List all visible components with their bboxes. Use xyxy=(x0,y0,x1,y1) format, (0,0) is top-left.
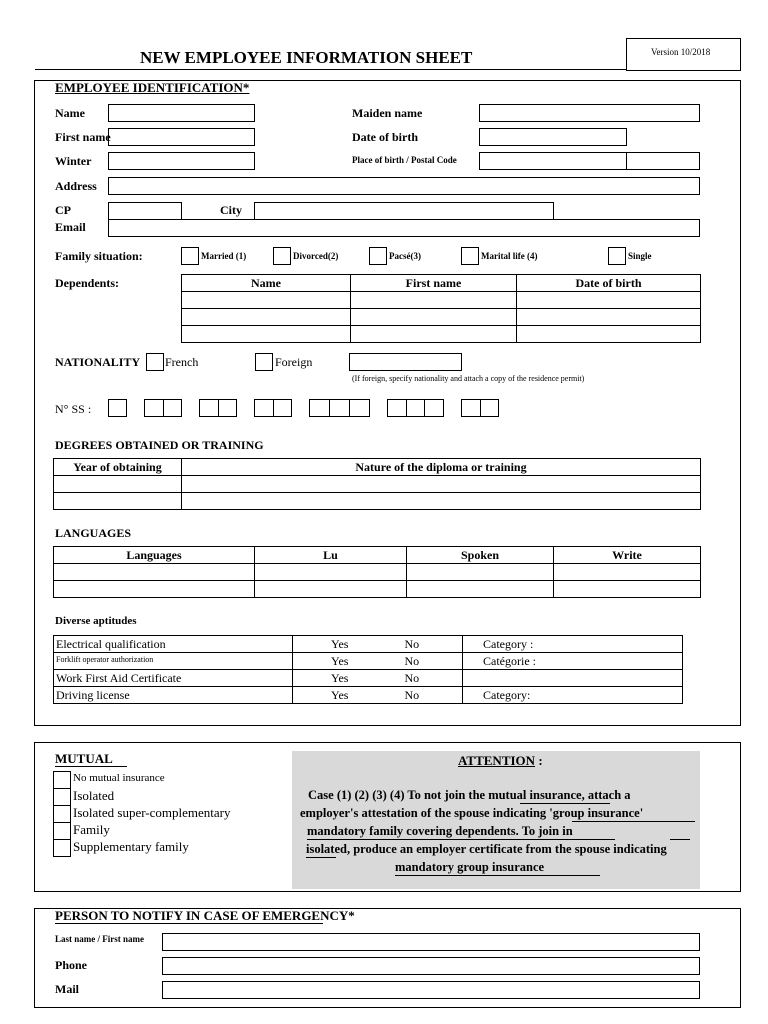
aptitude-label: Electrical qualification xyxy=(54,636,293,653)
languages-header-spoken: Spoken xyxy=(407,547,554,564)
attention-underline xyxy=(572,821,695,822)
emergency-phone-field[interactable] xyxy=(162,957,700,975)
aptitude-yes[interactable]: Yes xyxy=(293,653,383,670)
aptitude-no[interactable]: No xyxy=(383,653,463,670)
email-field[interactable] xyxy=(108,219,700,237)
first-name-label: First name xyxy=(55,130,111,144)
foreign-nationality-field[interactable] xyxy=(349,353,462,371)
attention-box xyxy=(292,751,700,889)
isolated-super-label: Isolated super-complementary xyxy=(73,805,231,820)
aptitude-yes[interactable]: Yes xyxy=(293,636,383,653)
table-cell[interactable] xyxy=(407,564,554,581)
address-field[interactable] xyxy=(108,177,700,195)
single-label: Single xyxy=(628,251,652,261)
table-cell[interactable] xyxy=(554,564,701,581)
table-cell[interactable] xyxy=(351,292,517,309)
place-of-birth-field[interactable] xyxy=(479,152,627,170)
ss-digit-group[interactable] xyxy=(309,399,370,417)
table-row xyxy=(54,670,683,687)
attention-underline xyxy=(307,839,615,840)
ss-digit-group[interactable] xyxy=(144,399,182,417)
attention-heading xyxy=(458,753,543,769)
table-cell[interactable] xyxy=(517,292,701,309)
nationality-note: (If foreign, specify nationality and attach a copy of the residence permit) xyxy=(352,374,585,383)
table-cell[interactable] xyxy=(351,309,517,326)
aptitude-category[interactable]: Category : xyxy=(463,636,683,653)
winter-label: Winter xyxy=(55,154,92,168)
table-row xyxy=(182,326,701,343)
ss-label: N° SS : xyxy=(55,402,92,416)
place-of-birth-label: Place of birth / Postal Code xyxy=(352,155,457,165)
table-row xyxy=(54,476,701,493)
emergency-heading: PERSON TO NOTIFY IN CASE OF EMERGENCY* xyxy=(55,908,355,923)
table-row xyxy=(182,309,701,326)
table-cell[interactable] xyxy=(182,326,351,343)
french-label: French xyxy=(165,355,199,369)
table-row xyxy=(54,493,701,510)
degrees-table xyxy=(53,458,701,510)
foreign-label: Foreign xyxy=(275,355,313,369)
attention-line: employer's attestation of the spouse indicating 'group insurance' xyxy=(300,806,644,820)
cp-field[interactable] xyxy=(108,202,182,220)
identification-heading: EMPLOYEE IDENTIFICATION* xyxy=(55,80,250,95)
table-cell[interactable] xyxy=(182,309,351,326)
attention-heading-colon: : xyxy=(535,753,543,768)
attention-line: isolated, produce an employer certificate from the spouse indicating xyxy=(306,842,667,856)
aptitude-category[interactable]: Catégorie : xyxy=(463,653,683,670)
ss-digit-group[interactable] xyxy=(254,399,292,417)
mutual-heading: MUTUAL xyxy=(55,751,113,766)
aptitudes-heading: Diverse aptitudes xyxy=(55,615,137,627)
table-row xyxy=(54,564,701,581)
table-row xyxy=(54,636,683,653)
page-title: NEW EMPLOYEE INFORMATION SHEET xyxy=(140,48,473,67)
aptitude-no[interactable]: No xyxy=(383,670,463,687)
aptitude-label: Work First Aid Certificate xyxy=(54,670,293,687)
aptitude-yes[interactable]: Yes xyxy=(293,670,383,687)
french-checkbox[interactable] xyxy=(146,353,164,371)
table-row xyxy=(182,292,701,309)
table-cell[interactable] xyxy=(182,476,701,493)
aptitude-category[interactable] xyxy=(463,670,683,687)
attention-underline xyxy=(520,803,610,804)
divorced-label: Divorced(2) xyxy=(293,251,339,261)
dependents-label: Dependents: xyxy=(55,276,120,290)
name-label: Name xyxy=(55,106,85,120)
degrees-header-year: Year of obtaining xyxy=(54,459,182,476)
emergency-name-field[interactable] xyxy=(162,933,700,951)
date-of-birth-field[interactable] xyxy=(479,128,627,146)
table-cell[interactable] xyxy=(54,476,182,493)
family-checkbox[interactable] xyxy=(53,822,71,840)
table-row xyxy=(54,547,701,564)
table-row xyxy=(54,581,701,598)
ss-digit-group[interactable] xyxy=(461,399,499,417)
mutual-heading-underline xyxy=(55,766,127,767)
postal-code-field[interactable] xyxy=(626,152,700,170)
aptitude-yes[interactable]: Yes xyxy=(293,687,383,704)
table-row xyxy=(54,687,683,704)
dependents-header-first-name: First name xyxy=(351,275,517,292)
supplementary-family-label: Supplementary family xyxy=(73,839,189,854)
languages-table xyxy=(53,546,701,598)
dependents-header-name: Name xyxy=(182,275,351,292)
version-text: Version 10/2018 xyxy=(651,47,711,57)
table-cell[interactable] xyxy=(54,493,182,510)
single-checkbox[interactable] xyxy=(608,247,626,265)
family-situation-label: Family situation: xyxy=(55,249,143,263)
isolated-super-checkbox[interactable] xyxy=(53,805,71,823)
date-of-birth-label: Date of birth xyxy=(352,130,418,144)
maiden-name-label: Maiden name xyxy=(352,106,423,120)
email-label: Email xyxy=(55,220,86,234)
winter-field[interactable] xyxy=(108,152,255,170)
languages-header-read: Lu xyxy=(255,547,407,564)
title-underline xyxy=(35,69,626,70)
attention-underline xyxy=(306,857,336,858)
marital-life-checkbox[interactable] xyxy=(461,247,479,265)
aptitudes-table xyxy=(53,635,683,704)
table-cell[interactable] xyxy=(182,493,701,510)
emergency-heading-underline xyxy=(55,923,323,924)
aptitude-no[interactable]: No xyxy=(383,636,463,653)
dependents-header-dob: Date of birth xyxy=(517,275,701,292)
address-label: Address xyxy=(55,179,97,193)
table-cell[interactable] xyxy=(182,292,351,309)
divorced-checkbox[interactable] xyxy=(273,247,291,265)
attention-line: mandatory group insurance xyxy=(395,860,545,874)
aptitude-label: Forklift operator authorization xyxy=(54,653,293,670)
table-cell[interactable] xyxy=(517,309,701,326)
attention-underline xyxy=(395,875,600,876)
city-label: City xyxy=(220,203,242,217)
languages-header-write: Write xyxy=(554,547,701,564)
aptitude-label: Driving license xyxy=(54,687,293,704)
no-mutual-checkbox[interactable] xyxy=(53,771,71,789)
emergency-name-label: Last name / First name xyxy=(55,934,144,944)
version-box xyxy=(626,38,741,71)
married-label: Married (1) xyxy=(201,251,247,261)
ss-digit-group[interactable] xyxy=(199,399,237,417)
table-cell[interactable] xyxy=(517,326,701,343)
degrees-header-nature: Nature of the diploma or training xyxy=(182,459,701,476)
isolated-checkbox[interactable] xyxy=(53,788,71,806)
emergency-phone-label: Phone xyxy=(55,958,88,972)
family-label: Family xyxy=(73,822,110,837)
table-cell[interactable] xyxy=(554,581,701,598)
isolated-label: Isolated xyxy=(73,788,115,803)
aptitude-no[interactable]: No xyxy=(383,687,463,704)
ss-digit-group[interactable] xyxy=(108,399,127,417)
table-cell[interactable] xyxy=(54,564,255,581)
attention-underline xyxy=(670,839,690,840)
no-mutual-label: No mutual insurance xyxy=(73,772,165,784)
first-name-field[interactable] xyxy=(108,128,255,146)
dependents-table xyxy=(181,274,701,343)
table-cell[interactable] xyxy=(54,581,255,598)
attention-line: mandatory family covering dependents. To join in xyxy=(307,824,573,838)
foreign-checkbox[interactable] xyxy=(255,353,273,371)
emergency-mail-field[interactable] xyxy=(162,981,700,999)
degrees-heading: DEGREES OBTAINED OR TRAINING xyxy=(55,438,264,452)
pacse-checkbox[interactable] xyxy=(369,247,387,265)
aptitude-category[interactable]: Category: xyxy=(463,687,683,704)
married-checkbox[interactable] xyxy=(181,247,199,265)
table-cell[interactable] xyxy=(407,581,554,598)
nationality-label: NATIONALITY xyxy=(55,355,141,369)
languages-heading: LANGUAGES xyxy=(55,526,132,540)
table-cell[interactable] xyxy=(255,581,407,598)
maiden-name-field[interactable] xyxy=(479,104,700,122)
ss-digit-group[interactable] xyxy=(387,399,444,417)
table-row xyxy=(182,275,701,292)
marital-life-label: Marital life (4) xyxy=(481,251,538,261)
table-row xyxy=(54,653,683,670)
name-field[interactable] xyxy=(108,104,255,122)
emergency-mail-label: Mail xyxy=(55,982,79,996)
cp-label: CP xyxy=(55,203,71,217)
supplementary-family-checkbox[interactable] xyxy=(53,839,71,857)
attention-heading-text: ATTENTION xyxy=(458,753,536,768)
languages-header-language: Languages xyxy=(54,547,255,564)
table-cell[interactable] xyxy=(255,564,407,581)
pacse-label: Pacsé(3) xyxy=(389,251,421,261)
city-field[interactable] xyxy=(254,202,554,220)
table-row xyxy=(54,459,701,476)
table-cell[interactable] xyxy=(351,326,517,343)
attention-line: Case (1) (2) (3) (4) To not join the mutual insurance, attach a xyxy=(308,788,631,802)
